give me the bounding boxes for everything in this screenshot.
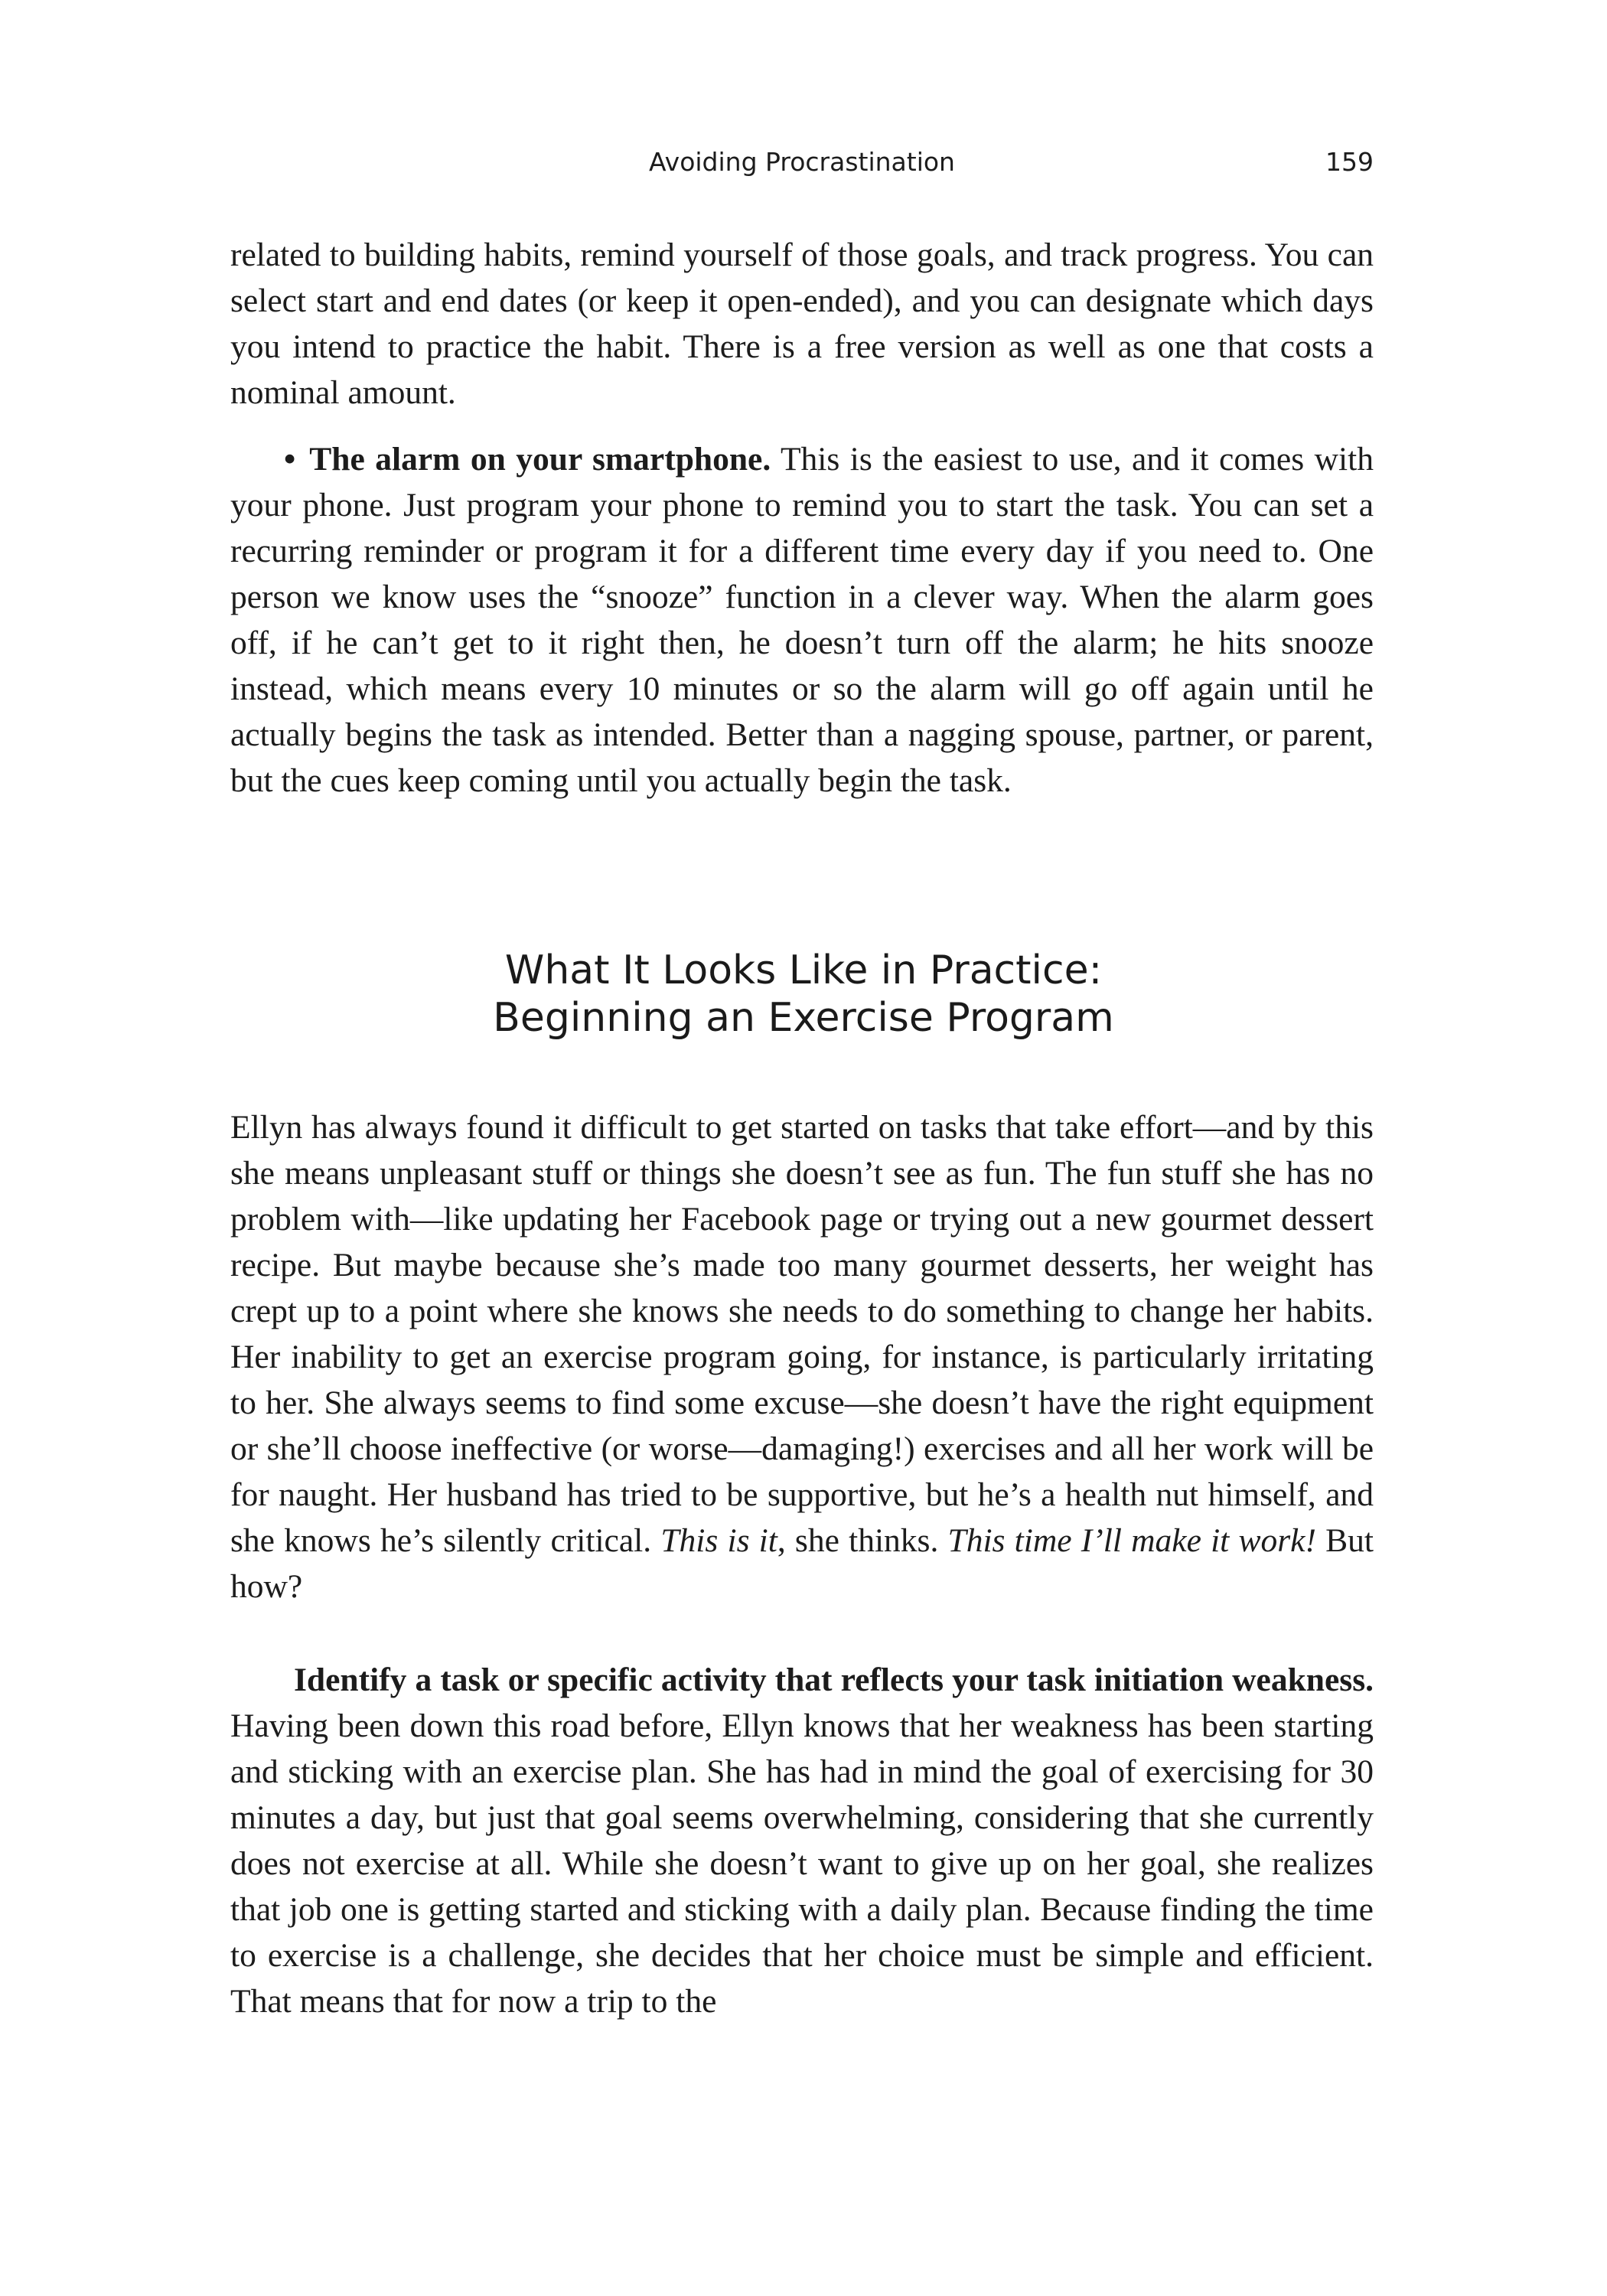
running-head-title: Avoiding Procrastination (649, 147, 955, 177)
section-heading-line-2: Beginning an Exercise Program (493, 995, 1114, 1041)
bullet-item-smartphone-alarm (230, 436, 1374, 804)
ellyn-italic-this-is-it: This is it (660, 1522, 777, 1559)
page-number: 159 (1325, 147, 1374, 177)
running-head (230, 139, 1374, 185)
ellyn-paragraph (230, 1104, 1374, 1609)
identify-text: Having been down this road before, Ellyn knows that her weakness has been starting and sticking with an exercise plan. She has had in mind the goal of exercising for 30 minutes a day, but just that goal seems overwhelming, considering that she currently does not exercise at all. While she doesn’t want to give up on her goal, she realizes that job one is getting started and sticking with a daily plan. Because finding the time to exercise is a challenge, she decides that her choice must be simple and efficient. That means that for now a trip to the (230, 1707, 1374, 2020)
ellyn-text-after: But how? (230, 1522, 1374, 1605)
bullet-lead: The alarm on your smartphone. (309, 441, 771, 478)
bullet-text: This is the easiest to use, and it comes with your phone. Just program your phone to remind you to start the task. You can set a recurring reminder or program it for a different time every day if you need to. One person we know uses the “snooze” function in a clever way. When the alarm goes off, if he can’t get to it right then, he doesn’t turn off the alarm; he hits snooze instead, which means every 10 minutes or so the alarm will go off again until he actually begins the task as intended. Better than a nagging spouse, partner, or parent, but the cues keep coming until you actually begin the task. (230, 441, 1374, 799)
ellyn-italic-this-time: This time I’ll make it work! (947, 1522, 1316, 1559)
bullet-marker: • (284, 441, 296, 478)
section-heading (0, 947, 1607, 1042)
ellyn-text-before: Ellyn has always found it difficult to get started on tasks that take effort—and by this she means unpleasant stuff or things she doesn’t see as fun. The fun stuff she has no problem with—like updating her Facebook page or trying out a new gourmet dessert recipe. But maybe because she’s made too many gourmet desserts, her weight has crept up to a point where she knows she needs to do something to change her habits. Her inability to get an exercise program going, for instance, is particularly irritating to her. She always seems to find some excuse—she doesn’t have the right equipment or she’ll choose ineffective (or worse—damaging!) exercises and all her work will be for naught. Her husband has tried to be supportive, but he’s a health nut himself, and she knows he’s silently critical. (230, 1109, 1374, 1559)
ellyn-text-mid: , she thinks. (777, 1522, 948, 1559)
section-heading-line-1: What It Looks Like in Practice: (504, 947, 1103, 993)
identify-paragraph (230, 1657, 1374, 2024)
identify-lead: Identify a task or specific activity that reflects your task initiation weakness. (294, 1662, 1374, 1698)
intro-paragraph: related to building habits, remind yourself of those goals, and track progress. You can select start and end dates (or keep it open-ended), and you can designate which days you intend to practice the habit. There is a free version as well as one that costs a nominal amount. (230, 236, 1374, 411)
